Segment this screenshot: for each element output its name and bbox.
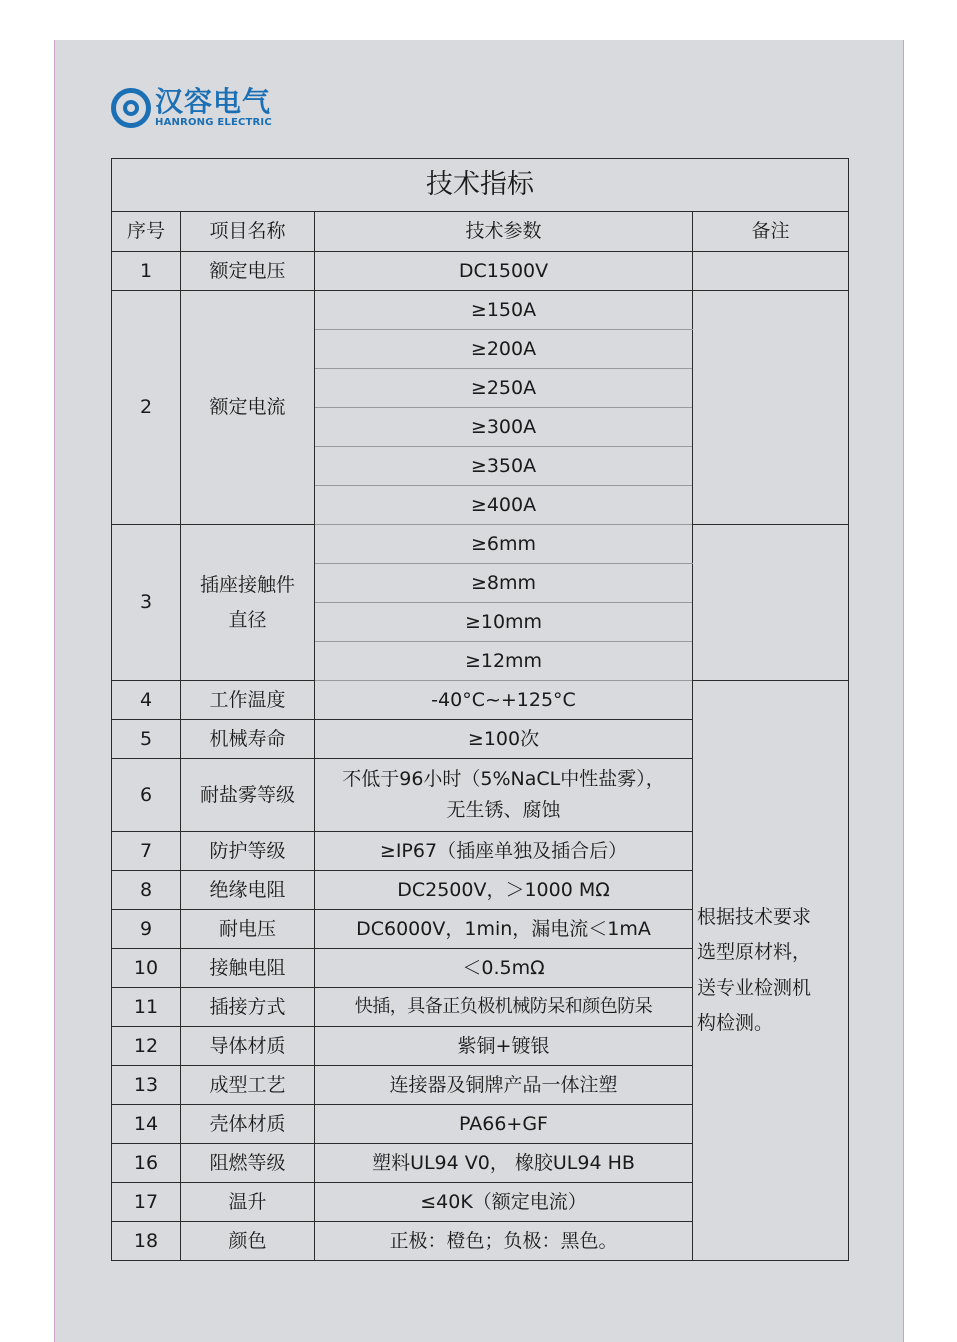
row-param: 快插，具备正负极机械防呆和颜色防呆: [315, 988, 693, 1027]
remark-line: 构检测。: [697, 1011, 774, 1034]
row-param: ＜0.5mΩ: [315, 949, 693, 988]
row-item: 成型工艺: [181, 1066, 315, 1105]
table-header-row: [112, 212, 849, 252]
row-param: 正极：橙色；负极：黑色。: [315, 1222, 693, 1261]
row-param: ≥200A: [315, 330, 693, 369]
row-no: 2: [112, 291, 181, 525]
header-remark: 备注: [693, 212, 849, 252]
row-param: ≥6mm: [315, 525, 693, 564]
row-param-line2: 无生锈、腐蚀: [446, 799, 561, 821]
row-param: ≥8mm: [315, 564, 693, 603]
row-param: 连接器及铜牌产品一体注塑: [315, 1066, 693, 1105]
row-item: 防护等级: [181, 832, 315, 871]
table-row: [112, 252, 849, 291]
row-remark: [693, 525, 849, 681]
remark-note: [693, 681, 849, 1261]
row-no: 14: [112, 1105, 181, 1144]
row-param: ≥100次: [315, 720, 693, 759]
row-no: 11: [112, 988, 181, 1027]
logo-english-name: HANRONG ELECTRIC: [155, 117, 272, 128]
row-no: 7: [112, 832, 181, 871]
row-item: 耐电压: [181, 910, 315, 949]
row-param: 紫铜+镀银: [315, 1027, 693, 1066]
row-item: 温升: [181, 1183, 315, 1222]
row-item: 接触电阻: [181, 949, 315, 988]
remark-line: 选型原材料，: [697, 941, 812, 964]
row-param-line1: 不低于96小时（5%NaCL中性盐雾），: [342, 768, 665, 791]
row-item: 绝缘电阻: [181, 871, 315, 910]
row-param: ≥12mm: [315, 642, 693, 681]
row-no: 5: [112, 720, 181, 759]
row-item: 阻燃等级: [181, 1144, 315, 1183]
remark-line: 根据技术要求: [697, 906, 812, 929]
row-no: 4: [112, 681, 181, 720]
row-remark: [693, 252, 849, 291]
row-item: 额定电流: [181, 291, 315, 525]
table-title: 技术指标: [112, 159, 849, 212]
row-param: ≥IP67（插座单独及插合后）: [315, 832, 693, 871]
page-sheet: [54, 40, 904, 1342]
row-param: PA66+GF: [315, 1105, 693, 1144]
row-no: 3: [112, 525, 181, 681]
row-item: 颜色: [181, 1222, 315, 1261]
row-no: 12: [112, 1027, 181, 1066]
row-param: -40°C~+125°C: [315, 681, 693, 720]
row-remark: [693, 291, 849, 525]
row-param: 塑料UL94 V0， 橡胶UL94 HB: [315, 1144, 693, 1183]
row-param: ≥350A: [315, 447, 693, 486]
row-param: ≤40K（额定电流）: [315, 1183, 693, 1222]
row-param: [315, 759, 693, 832]
row-item: 额定电压: [181, 252, 315, 291]
row-item: 机械寿命: [181, 720, 315, 759]
row-no: 10: [112, 949, 181, 988]
row-item-line2: 直径: [228, 608, 267, 631]
row-item: [181, 525, 315, 681]
table-row: [112, 681, 849, 720]
row-param: DC1500V: [315, 252, 693, 291]
row-param: DC6000V，1min，漏电流＜1mA: [315, 910, 693, 949]
row-no: 6: [112, 759, 181, 832]
row-param: ≥10mm: [315, 603, 693, 642]
row-no: 16: [112, 1144, 181, 1183]
header-item: 项目名称: [181, 212, 315, 252]
row-param: DC2500V，＞1000 MΩ: [315, 871, 693, 910]
row-param: ≥400A: [315, 486, 693, 525]
row-param: ≥150A: [315, 291, 693, 330]
row-no: 8: [112, 871, 181, 910]
row-item: 导体材质: [181, 1027, 315, 1066]
logo-chinese-name: 汉容电气: [155, 85, 272, 118]
row-item: 耐盐雾等级: [181, 759, 315, 832]
row-no: 18: [112, 1222, 181, 1261]
table-row: [112, 525, 849, 564]
row-no: 17: [112, 1183, 181, 1222]
row-no: 9: [112, 910, 181, 949]
spec-table: [111, 158, 849, 1261]
row-param: ≥250A: [315, 369, 693, 408]
header-param: 技术参数: [315, 212, 693, 252]
row-item: 插接方式: [181, 988, 315, 1027]
company-logo: [111, 85, 272, 128]
remark-line: 送专业检测机: [697, 976, 812, 999]
row-item: 工作温度: [181, 681, 315, 720]
row-no: 13: [112, 1066, 181, 1105]
row-item: 壳体材质: [181, 1105, 315, 1144]
logo-mark-icon: [111, 88, 151, 128]
header-no: 序号: [112, 212, 181, 252]
row-param: ≥300A: [315, 408, 693, 447]
row-no: 1: [112, 252, 181, 291]
table-row: [112, 291, 849, 330]
row-item-line1: 插座接触件: [199, 573, 295, 596]
